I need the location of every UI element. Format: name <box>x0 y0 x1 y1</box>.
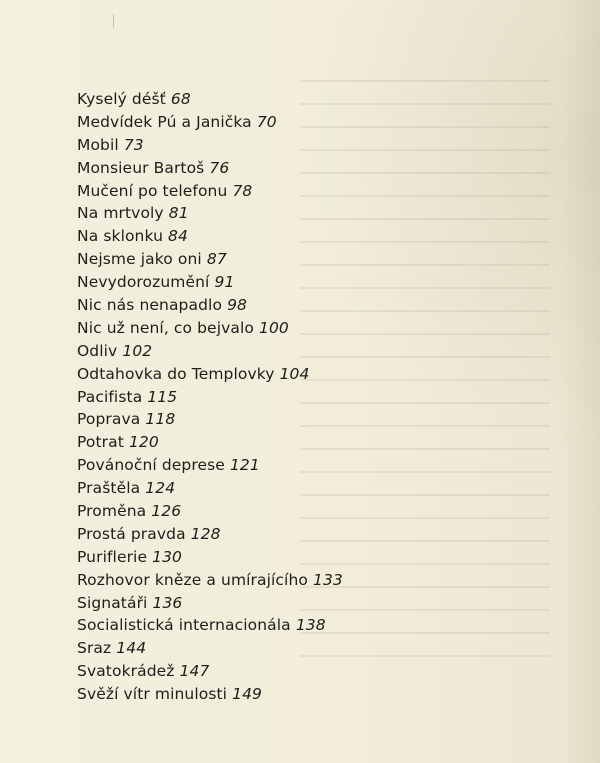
toc-entry-title: Kyselý déšť <box>77 90 166 108</box>
toc-entry-page-number: 136 <box>152 593 183 612</box>
toc-entry-title: Svěží vítr minulosti <box>77 685 228 704</box>
toc-entry-page-number: 76 <box>209 158 230 177</box>
toc-entry-title: Signatáři <box>77 593 148 612</box>
toc-entry <box>77 386 343 409</box>
toc-entry <box>77 294 343 317</box>
toc-entry <box>77 546 343 569</box>
toc-entry-page-number: 100 <box>259 318 289 337</box>
toc-entry-title: Monsieur Bartoš <box>77 158 205 177</box>
toc-entry-title: Nevydorozumění <box>77 273 210 292</box>
toc-entry-title: Nejsme jako oni <box>77 250 202 269</box>
page-edge-shadow <box>560 0 600 763</box>
pencil-mark <box>113 14 114 28</box>
toc-entry <box>77 431 343 454</box>
toc-entry-page-number: 144 <box>116 639 147 658</box>
toc-entry-page-number: 104 <box>279 364 310 383</box>
toc-entry-page-number: 133 <box>313 570 343 589</box>
toc-entry-title: Potrat <box>77 433 124 452</box>
toc-entry-title: Mobil <box>77 135 119 154</box>
toc-entry <box>77 363 343 386</box>
toc-entry-title: Praštěla <box>77 479 141 498</box>
toc-entry-title: Odliv <box>77 341 118 360</box>
toc-entry-page-number: 124 <box>145 479 176 498</box>
toc-entry-page-number: 147 <box>179 662 210 681</box>
toc-entry-page-number: 91 <box>214 273 235 292</box>
toc-entry <box>77 202 343 225</box>
toc-entry <box>77 454 343 477</box>
toc-entry <box>77 477 343 500</box>
toc-entry-page-number: 68 <box>170 90 191 108</box>
toc-entry-title: Povánoční deprese <box>77 456 225 475</box>
toc-entry-title: Mučení po telefonu <box>77 181 228 200</box>
toc-entry-page-number: 149 <box>232 685 262 704</box>
toc-entry-page-number: 115 <box>147 387 178 406</box>
toc-entry-page-number: 102 <box>122 341 153 360</box>
toc-entry-title: Svatokrádež <box>77 662 175 681</box>
toc-entry <box>77 157 343 180</box>
toc-entry <box>77 248 343 271</box>
toc-entry-title: Na mrtvoly <box>77 204 164 223</box>
toc-entry-title: Pacifista <box>77 387 143 406</box>
toc-entry <box>77 523 343 546</box>
toc-entry <box>77 592 343 615</box>
toc-entry-title: Sraz <box>77 639 112 658</box>
toc-entry <box>77 408 343 431</box>
toc-entry-page-number: 138 <box>295 616 326 635</box>
toc-entry <box>77 569 343 592</box>
toc-entry <box>77 614 343 637</box>
toc-entry <box>77 180 343 203</box>
toc-entry-title: Odtahovka do Templovky <box>77 364 275 383</box>
toc-entry <box>77 111 343 134</box>
toc-entry-title: Prostá pravda <box>77 524 186 543</box>
toc-entry <box>77 271 343 294</box>
toc-entry-page-number: 118 <box>145 410 176 429</box>
toc-entry <box>77 683 343 706</box>
toc-entry-title: Na sklonku <box>77 227 164 246</box>
toc-entry-page-number: 130 <box>152 547 183 566</box>
toc-entry <box>77 340 343 363</box>
toc-entry-page-number: 87 <box>206 250 227 269</box>
toc-entry-page-number: 126 <box>151 502 182 521</box>
toc-entry-title: Rozhovor kněze a umírajícího <box>77 570 308 589</box>
toc-entry <box>77 225 343 248</box>
toc-entry-page-number: 73 <box>123 135 144 154</box>
toc-entry-page-number: 78 <box>232 181 253 200</box>
toc-entry-title: Nic už není, co bejvalo <box>77 318 254 337</box>
toc-entry-page-number: 98 <box>227 296 247 315</box>
toc-entry-page-number: 121 <box>229 456 260 475</box>
toc-entry-page-number: 81 <box>168 204 189 223</box>
toc-entry-title: Puriflerie <box>77 547 148 566</box>
toc-entry-title: Nic nás nenapadlo <box>77 296 223 315</box>
toc-entry-page-number: 84 <box>168 227 188 246</box>
toc-entry-page-number: 70 <box>256 112 277 131</box>
toc-entry-title: Socialistická internacionála <box>77 616 291 635</box>
toc-entry <box>77 88 343 111</box>
table-of-contents <box>77 88 343 706</box>
toc-entry-page-number: 128 <box>190 524 221 543</box>
toc-entry-page-number: 120 <box>128 433 159 452</box>
toc-entry-title: Poprava <box>77 410 141 429</box>
toc-entry-title: Medvídek Pú a Janička <box>77 112 252 131</box>
toc-entry <box>77 317 343 340</box>
toc-entry <box>77 637 343 660</box>
toc-entry-title: Proměna <box>77 502 147 521</box>
toc-entry <box>77 660 343 683</box>
toc-entry <box>77 500 343 523</box>
toc-entry <box>77 134 343 157</box>
